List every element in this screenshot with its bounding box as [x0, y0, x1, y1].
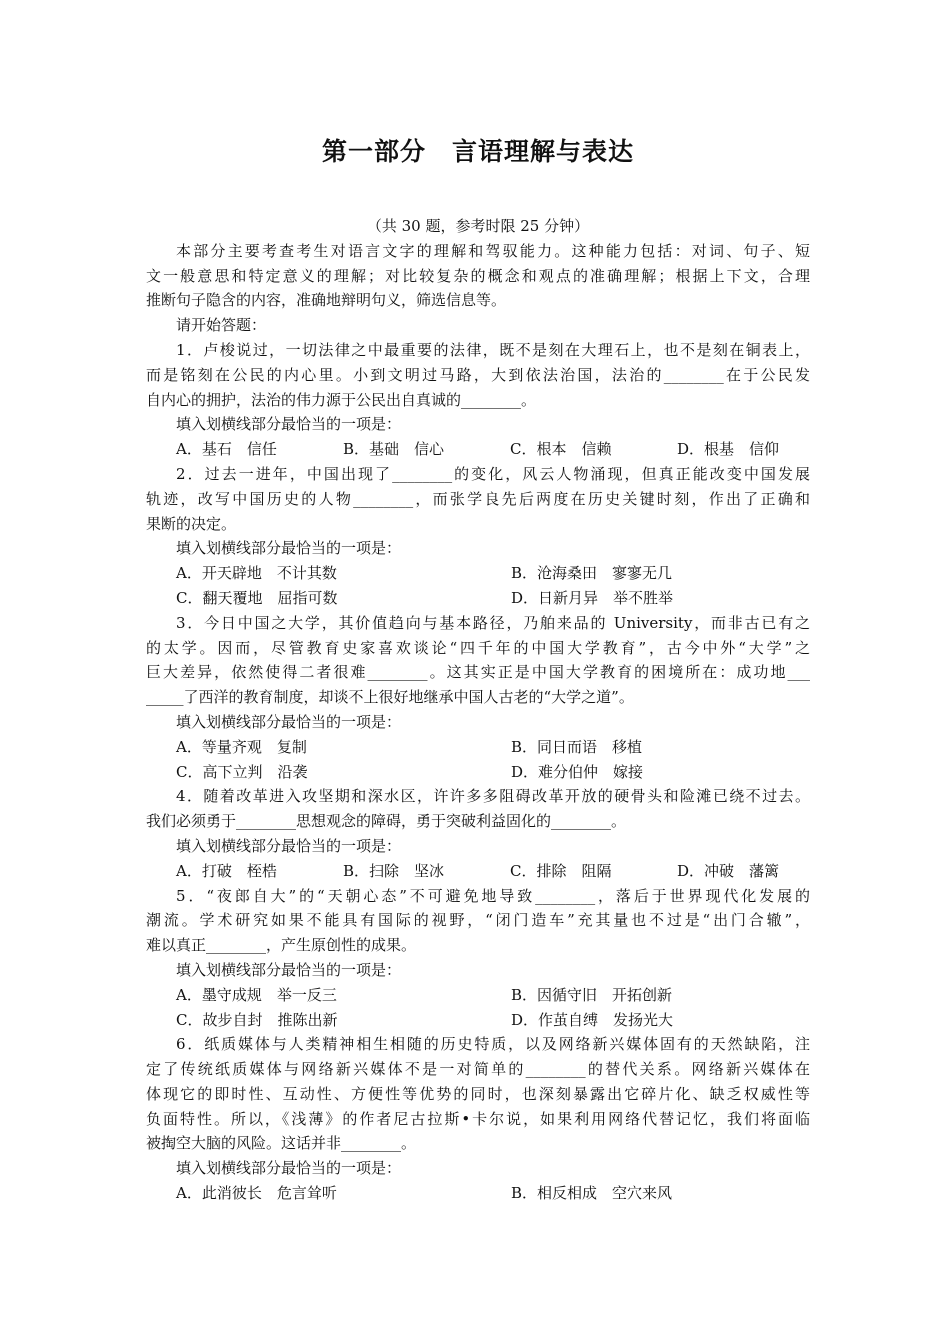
option-d: D．冲破 藩篱: [677, 861, 780, 880]
question-text-line: 自内心的拥护，法治的伟力源于公民出自真诚的________。: [146, 390, 537, 409]
question-text-line: _____了西洋的教育制度，却谈不上很好地继承中国人古老的“大学之道”。: [146, 688, 634, 707]
question-text-line: 负面特性。所以，《浅薄》的作者尼古拉斯•卡尔说，如果利用网络代替记忆，我们将面临: [146, 1109, 810, 1128]
option-c: C．高下立判 沿袭: [176, 762, 308, 781]
question-text-line: 的太学。因而，尽管教育史家喜欢谈论“四千年的中国大学教育”，古今中外“大学”之: [146, 638, 810, 657]
option-d: D．难分伯仲 嫁接: [511, 762, 644, 781]
question-3: [146, 611, 810, 785]
question-text-line: 3．今日中国之大学，其价值趋向与基本路径，乃舶来品的 University，而非古已有之: [176, 613, 810, 632]
options-row: [146, 735, 810, 760]
option-a: A．开天辟地 不计其数: [176, 564, 337, 583]
intro-line: 文一般意思和特定意义的理解；对比较复杂的概念和观点的准确理解；根据上下文，合理: [146, 266, 810, 285]
question-text-line: 巨大差异，依然使得二者很难________。这其实正是中国大学教育的困境所在：成功地___: [146, 663, 810, 682]
options-row: [146, 437, 810, 462]
question-text-line: 而是铭刻在公民的内心里。小到文明过马路，大到依法治国，法治的________在于公民发: [146, 365, 810, 384]
option-c: C．排除 阻隔: [510, 861, 612, 880]
question-4: [146, 784, 810, 883]
options-row: [146, 760, 810, 785]
subtitle: （共 30 题，参考时限 25 分钟）: [366, 217, 590, 235]
question-text-line: 1．卢梭说过，一切法律之中最重要的法律，既不是刻在大理石上，也不是刻在铜表上，: [176, 340, 810, 359]
question-text-line: 果断的决定。: [146, 514, 237, 533]
options-row: [146, 1181, 810, 1206]
question-prompt: 填入划横线部分最恰当的一项是：: [176, 836, 402, 855]
question-prompt: 填入划横线部分最恰当的一项是：: [176, 960, 402, 979]
option-b: B．基础 信心: [343, 440, 445, 459]
option-d: D．作茧自缚 发扬光大: [511, 1010, 674, 1029]
question-prompt: 填入划横线部分最恰当的一项是：: [176, 539, 402, 558]
question-5: [146, 884, 810, 1033]
options-row: [146, 1008, 810, 1033]
question-text-line: 我们必须勇于________思想观念的障碍，勇于突破利益固化的________。: [146, 812, 627, 831]
question-text-line: 被掏空大脑的风险。这话并非________。: [146, 1134, 417, 1153]
option-c: C．翻天覆地 屈指可数: [176, 588, 338, 607]
intro-line: 推断句子隐含的内容，准确地辩明句义，筛选信息等。: [146, 291, 507, 310]
question-text-line: 2．过去一进年，中国出现了________的变化，风云人物涌现，但真正能改变中国发展: [176, 464, 810, 483]
question-prompt: 填入划横线部分最恰当的一项是：: [176, 415, 402, 434]
question-prompt: 填入划横线部分最恰当的一项是：: [176, 712, 402, 731]
options-row: [146, 983, 810, 1008]
options-row: [146, 586, 810, 611]
option-b: B．相反相成 空穴来风: [511, 1184, 673, 1203]
start-instruction: 请开始答题：: [176, 316, 267, 335]
question-text-line: 轨迹，改写中国历史的人物________，而张学良先后两度在历史关键时刻，作出了正确和: [146, 489, 810, 508]
question-2: [146, 462, 810, 611]
option-b: B．沧海桑田 寥寥无几: [511, 564, 673, 583]
question-prompt: 填入划横线部分最恰当的一项是：: [176, 1159, 402, 1178]
question-text-line: 体现它的即时性、互动性、方便性等优势的同时，也深刻暴露出它碎片化、缺乏权威性等: [146, 1084, 810, 1103]
question-text-line: 定了传统纸质媒体与网络新兴媒体不是一对简单的________的替代关系。网络新兴媒体在: [146, 1060, 810, 1079]
question-1: [146, 338, 810, 462]
question-text-line: 5．“夜郎自大”的“天朝心态”不可避免地导致________，落后于世界现代化发展的: [176, 886, 810, 905]
page-title: 第一部分 言语理解与表达: [321, 137, 634, 166]
option-c: C．故步自封 推陈出新: [176, 1010, 338, 1029]
option-d: D．根基 信仰: [677, 440, 780, 459]
option-a: A．打破 桎梏: [176, 861, 277, 880]
options-row: [146, 859, 810, 884]
question-text-line: 难以真正________，产生原创性的成果。: [146, 936, 417, 955]
option-a: A．基石 信任: [176, 440, 277, 459]
question-text-line: 6．纸质媒体与人类精神相生相随的历史特质，以及网络新兴媒体固有的天然缺陷，注: [176, 1035, 810, 1054]
option-d: D．日新月异 举不胜举: [511, 588, 674, 607]
option-a: A．墨守成规 举一反三: [176, 985, 337, 1004]
option-b: B．同日而语 移植: [511, 737, 643, 756]
question-6: [146, 1032, 810, 1206]
option-a: A．等量齐观 复制: [176, 737, 307, 756]
option-c: C．根本 信赖: [510, 440, 612, 459]
intro-line: 本部分主要考查考生对语言文字的理解和驾驭能力。这种能力包括：对词、句子、短: [176, 241, 810, 260]
options-row: [146, 561, 810, 586]
question-text-line: 潮流。学术研究如果不能具有国际的视野，“闭门造车”充其量也不过是“出门合辙”，: [146, 911, 810, 930]
option-b: B．扫除 坚冰: [343, 861, 445, 880]
option-a: A．此消彼长 危言耸听: [176, 1184, 337, 1203]
question-text-line: 4．随着改革进入攻坚期和深水区，许许多多阻碍改革开放的硬骨头和险滩已绕不过去。: [176, 787, 810, 806]
document-body: [146, 214, 810, 1206]
option-b: B．因循守旧 开拓创新: [511, 985, 673, 1004]
